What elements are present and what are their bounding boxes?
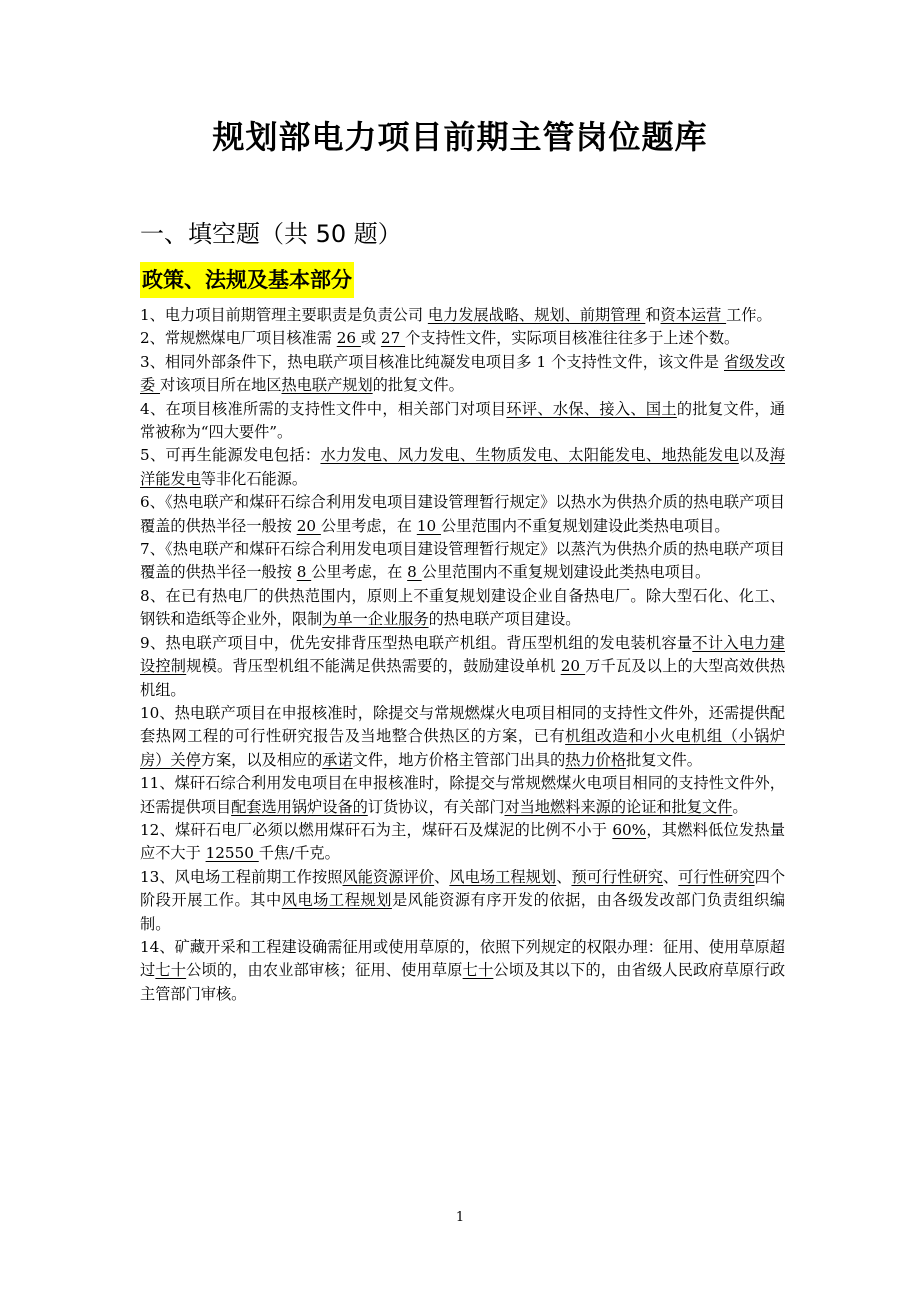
question-text: 是风能资源有序开发的依据，由各级发改部门负责组织编制。 <box>140 891 786 933</box>
question-item <box>140 632 785 702</box>
answer-text: 七十 <box>462 961 494 980</box>
question-item <box>140 327 785 350</box>
question-text: 万千瓦及以上的大型高效供热机组。 <box>140 657 786 699</box>
question-text: 。 <box>732 797 748 816</box>
answer-text: 风能资源评价 <box>342 867 435 886</box>
question-item <box>140 819 785 866</box>
question-text: 、 <box>663 867 679 886</box>
question-item <box>140 702 785 772</box>
question-text: 4、在项目核准所需的支持性文件中，相关部门对项目 <box>140 399 507 418</box>
question-list <box>140 304 785 1006</box>
answer-text: 12550 <box>205 844 259 863</box>
answer-text: 可行性研究 <box>678 867 755 886</box>
answer-text: 环评、水保、接入、国土 <box>506 399 677 418</box>
answer-text: 20 <box>296 516 321 535</box>
question-text: 公里范围内不重复规划建设此类热电项目。 <box>440 516 730 535</box>
question-item <box>140 866 785 936</box>
question-text: 公顷的，由农业部审核；征用、使用草原 <box>186 961 463 980</box>
question-text: 规模。背压型机组不能满足供热需要的，鼓励建设单机 <box>186 657 561 676</box>
question-item <box>140 304 785 327</box>
question-text: 的批复文件，通常被称为“四大要件”。 <box>140 399 786 442</box>
question-text: 12、煤矸石电厂必须以燃用煤矸石为主，煤矸石及煤泥的比例不小于 <box>140 820 613 839</box>
answer-text: 10 <box>416 516 441 535</box>
question-text: 9、热电联产项目中，优先安排背压型热电联产机组。背压型机组的发电装机容量 <box>140 633 693 652</box>
question-text: 公顷及其以下的，由省级人民政府草原行政主管部门审核。 <box>140 961 786 1003</box>
question-text: 以及 <box>738 446 770 465</box>
question-text: 6、《热电联产和煤矸石综合利用发电项目建设管理暂行规定》以热水为供热介质的热电联产项目覆盖的供热半径一般按 <box>140 493 785 535</box>
question-text: 四个阶段开展工作。其中 <box>140 867 786 910</box>
answer-text: 水力发电、风力发电、生物质发电、太阳能发电、地热能发电 <box>320 446 739 465</box>
question-text: 的批复文件。 <box>372 376 464 395</box>
question-item <box>140 585 785 632</box>
question-text: 14、矿藏开采和工程建设确需征用或使用草原的，依照下列规定的权限办理：征用、使用草原超过 <box>140 937 785 980</box>
question-text: 13、风电场工程前期工作按照 <box>140 867 343 886</box>
answer-text: 热电联产规划 <box>281 376 373 395</box>
answer-text: 不计入电力建设控制 <box>140 633 785 676</box>
answer-text: 27 <box>380 329 406 348</box>
question-item <box>140 936 785 1006</box>
answer-text: 预可行性研究 <box>571 867 664 886</box>
question-text: 订货协议，有关部门 <box>367 797 505 816</box>
document-title: 规划部电力项目前期主管岗位题库 <box>212 118 708 156</box>
answer-text: 风电场工程规划 <box>281 891 392 910</box>
subsection-heading: 政策、法规及基本部分 <box>140 262 354 298</box>
question-text: 10、热电联产项目在申报核准时，除提交与常规燃煤火电项目相同的支持性文件外，还需提供配套热网工程的可行性研究报告及当地整合供热区的方案，已有 <box>140 703 785 746</box>
question-text: 批复文件。 <box>626 750 702 769</box>
answer-text: 海洋能发电 <box>140 446 786 488</box>
question-text: 工作。 <box>726 306 772 324</box>
question-text: ，其燃料低位发热量应不大于 <box>140 820 786 863</box>
question-item <box>140 351 785 398</box>
answer-text: 26 <box>336 329 361 348</box>
answer-text: 机组改造和小火电机组（小锅炉房）关停 <box>140 727 786 769</box>
question-text: 7、《热电联产和煤矸石综合利用发电项目建设管理暂行规定》以蒸汽为供热介质的热电联产项目覆盖的供热半径一般按 <box>140 540 785 582</box>
section-heading: 一、填空题（共 50 题） <box>140 220 402 248</box>
answer-text: 承诺 <box>322 750 353 769</box>
question-text: 方案，以及相应的 <box>200 750 323 769</box>
question-text: 3、相同外部条件下，热电联产项目核准比纯凝发电项目多 1 个支持性文件，该文件是 <box>140 352 724 371</box>
answer-text: 电力发展战略、规划、前期管理 <box>427 306 646 324</box>
answer-text: 七十 <box>155 961 187 980</box>
page-number: 1 <box>455 1210 465 1225</box>
answer-text: 对当地燃料来源的论证和批复文件 <box>504 797 733 816</box>
question-item <box>140 491 785 538</box>
question-text: 对该项目所在地区 <box>160 376 282 395</box>
question-text: 等非化石能源。 <box>200 469 308 488</box>
question-text: 8、在已有热电厂的供热范围内，原则上不重复规划建设企业自备热电厂。除大型石化、化工、钢铁和造纸等企业外，限制 <box>140 586 785 629</box>
answer-text: 8 <box>296 563 312 582</box>
question-text: 千焦/千克。 <box>258 844 340 863</box>
question-item <box>140 398 785 445</box>
question-text: 2、常规燃煤电厂项目核准需 <box>140 329 337 348</box>
question-text: 公里范围内不重复规划建设此类热电项目。 <box>421 563 711 582</box>
answer-text: 60% <box>612 820 647 839</box>
answer-text: 配套选用锅炉设备的 <box>231 797 368 816</box>
question-item <box>140 772 785 819</box>
question-text: 公里考虑，在 <box>311 563 408 582</box>
answer-text: 热力价格 <box>565 750 626 769</box>
question-text: 5、可再生能源发电包括： <box>140 446 321 465</box>
answer-text: 风电场工程规划 <box>449 867 557 886</box>
question-text: 、 <box>434 867 450 886</box>
answer-text: 20 <box>560 657 586 676</box>
question-text: 和 <box>645 306 661 324</box>
question-text: 个支持性文件，实际项目核准往往多于上述个数。 <box>405 329 740 348</box>
question-text: 11、煤矸石综合利用发电项目在申报核准时，除提交与常规燃煤火电项目相同的支持性文件外，还需提供项目 <box>140 774 785 816</box>
answer-text: 资本运营 <box>660 306 727 324</box>
question-item <box>140 538 785 585</box>
answer-text: 省级发改委 <box>140 352 786 395</box>
question-text: 文件，地方价格主管部门出具的 <box>352 750 566 769</box>
answer-text: 8 <box>407 563 422 582</box>
question-text: 公里考虑，在 <box>320 516 417 535</box>
answer-text: 为单一企业服务 <box>322 610 429 629</box>
question-text: 或 <box>360 329 381 348</box>
question-text: 的热电联产项目建设。 <box>428 610 581 629</box>
question-text: 、 <box>556 867 572 886</box>
question-text: 1、电力项目前期管理主要职责是负责公司 <box>140 306 428 324</box>
question-item <box>140 444 785 491</box>
